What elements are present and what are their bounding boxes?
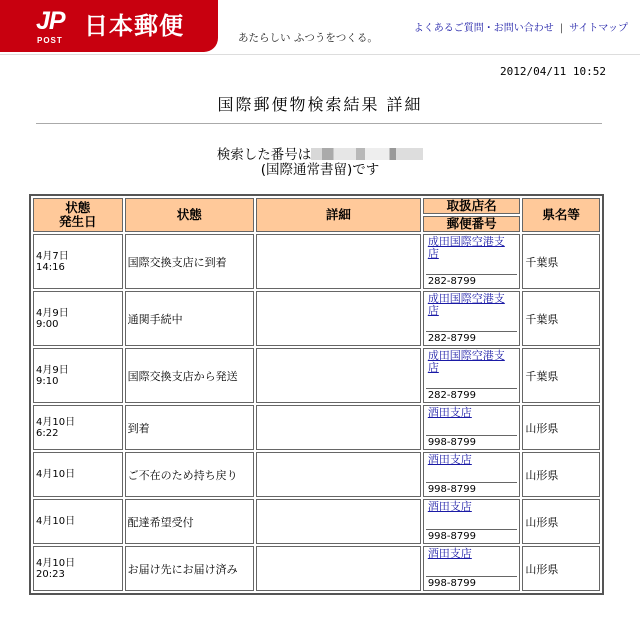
prefecture: 山形県 — [522, 546, 600, 591]
postal-code: 998-8799 — [426, 435, 518, 449]
office-link[interactable]: 酒田支店 — [427, 547, 472, 560]
japan-post-logo[interactable] — [0, 0, 218, 52]
prefecture: 千葉県 — [522, 234, 600, 289]
office-link[interactable]: 酒田支店 — [427, 406, 472, 419]
header-postal: 郵便番号 — [423, 216, 521, 232]
office-cell — [423, 348, 521, 403]
event-status: ご不在のため持ち戻り — [125, 452, 254, 497]
table-row — [33, 546, 600, 591]
office-link[interactable]: 成田国際空港支店 — [427, 292, 505, 317]
office-link[interactable]: 酒田支店 — [427, 453, 472, 466]
query-suffix: (国際通常書留)です — [260, 162, 380, 178]
logo-text: 日本郵便 — [84, 12, 184, 40]
postal-code: 998-8799 — [426, 529, 518, 543]
postal-code: 998-8799 — [426, 576, 518, 590]
office-link[interactable]: 酒田支店 — [427, 500, 472, 513]
postal-code: 282-8799 — [426, 331, 518, 345]
office-cell — [423, 452, 521, 497]
title-divider — [36, 123, 602, 124]
event-detail — [256, 234, 421, 289]
event-status: 到着 — [125, 405, 254, 450]
header-divider — [0, 54, 640, 55]
event-status: 国際交換支店から発送 — [125, 348, 254, 403]
timestamp: 2012/04/11 10:52 — [500, 65, 606, 78]
jp-mark-icon: JP — [36, 7, 65, 35]
office-cell — [423, 291, 521, 346]
header-pref: 県名等 — [522, 198, 600, 232]
event-date: 4月7日 14:16 — [33, 234, 123, 289]
redacted-number — [311, 148, 423, 160]
office-link[interactable]: 成田国際空港支店 — [427, 235, 505, 260]
event-status: お届け先にお届け済み — [125, 546, 254, 591]
prefecture: 千葉県 — [522, 348, 600, 403]
event-detail — [256, 452, 421, 497]
event-date: 4月10日 6:22 — [33, 405, 123, 450]
office-cell — [423, 499, 521, 544]
header-date: 状態 発生日 — [33, 198, 123, 232]
prefecture: 千葉県 — [522, 291, 600, 346]
event-detail — [256, 348, 421, 403]
office-link[interactable]: 成田国際空港支店 — [427, 349, 505, 374]
postal-code: 282-8799 — [426, 274, 518, 288]
office-cell — [423, 546, 521, 591]
event-status: 配達希望受付 — [125, 499, 254, 544]
table-row — [33, 234, 600, 289]
top-links: よくあるご質問・お問い合わせ | サイトマップ — [413, 23, 628, 34]
prefecture: 山形県 — [522, 405, 600, 450]
table-row — [33, 348, 600, 403]
event-date: 4月10日 20:23 — [33, 546, 123, 591]
postal-code: 998-8799 — [426, 482, 518, 496]
site-header — [0, 0, 640, 56]
event-detail — [256, 546, 421, 591]
table-row — [33, 405, 600, 450]
query-prefix: 検索した番号は — [216, 147, 312, 163]
event-detail — [256, 499, 421, 544]
event-date: 4月10日 — [33, 452, 123, 497]
sitemap-link[interactable]: サイトマップ — [569, 23, 628, 34]
prefecture: 山形県 — [522, 499, 600, 544]
prefecture: 山形県 — [522, 452, 600, 497]
office-cell — [423, 405, 521, 450]
event-status: 国際交換支店に到着 — [125, 234, 254, 289]
page-title: 国際郵便物検索結果 詳細 — [217, 95, 423, 114]
table-row — [33, 452, 600, 497]
table-row — [33, 499, 600, 544]
event-detail — [256, 291, 421, 346]
header-status: 状態 — [125, 198, 254, 232]
event-date: 4月10日 — [33, 499, 123, 544]
faq-link[interactable]: よくあるご質問・お問い合わせ — [413, 23, 554, 34]
header-detail: 詳細 — [256, 198, 421, 232]
event-date: 4月9日 9:10 — [33, 348, 123, 403]
header-office: 取扱店名 — [423, 198, 521, 214]
tracking-table — [29, 194, 604, 595]
query-summary — [0, 148, 640, 178]
post-label: POST — [37, 36, 63, 45]
event-detail — [256, 405, 421, 450]
postal-code: 282-8799 — [426, 388, 518, 402]
tagline: あたらしい ふつうをつくる。 — [238, 32, 378, 44]
office-cell — [423, 234, 521, 289]
event-status: 通関手続中 — [125, 291, 254, 346]
event-date: 4月9日 9:00 — [33, 291, 123, 346]
table-row — [33, 291, 600, 346]
